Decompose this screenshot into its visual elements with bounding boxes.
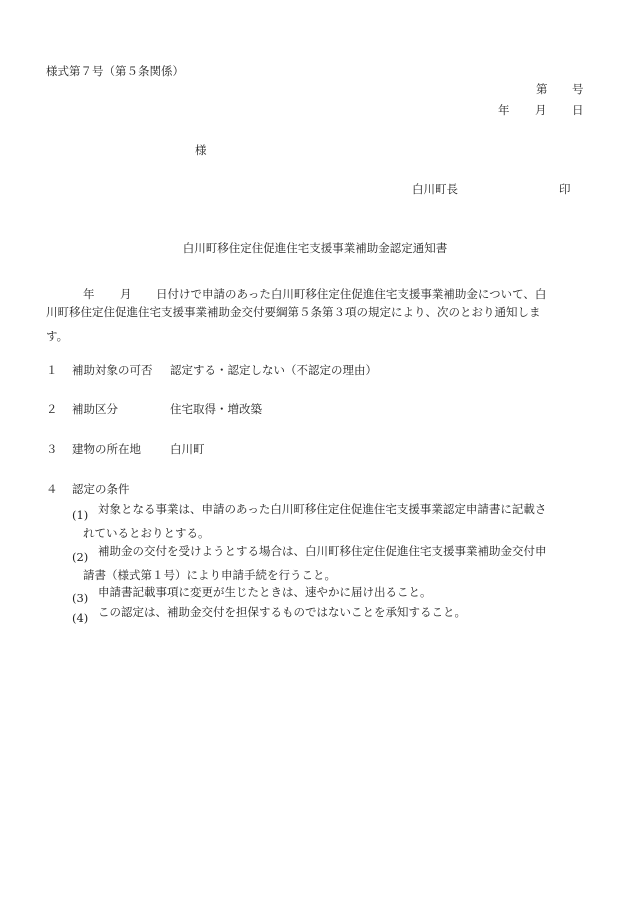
intro-paragraph xyxy=(46,276,586,348)
condition-line2: 請書（様式第１号）により申請手続を行うこと。 xyxy=(83,568,336,582)
date-month: 月 xyxy=(535,103,547,117)
item-label: 建物の所在地 xyxy=(72,442,141,456)
item-number: １ xyxy=(46,363,58,377)
intro-month: 月 xyxy=(120,287,132,301)
item-label: 補助対象の可否 xyxy=(72,363,153,377)
intro-text-line2: 川町移住定住促進住宅支援事業補助金交付要綱第５条第３項の規定により、次のとおり通知しま xyxy=(46,305,541,319)
sender-name: 白川町長 xyxy=(412,182,458,196)
condition-line2: れているとおりとする。 xyxy=(83,526,210,540)
item-number: ４ xyxy=(46,482,58,496)
condition-number: (1) xyxy=(72,508,89,522)
date-year: 年 xyxy=(498,103,510,117)
item-number: ２ xyxy=(46,402,58,416)
intro-text-line1: 日付けで申請のあった白川町移住定住促進住宅支援事業補助金について、白 xyxy=(156,287,547,301)
item-label: 補助区分 xyxy=(72,402,118,416)
item-value: 白川町 xyxy=(170,442,205,456)
document-title: 白川町移住定住促進住宅支援事業補助金認定通知書 xyxy=(182,241,448,255)
date-day: 日 xyxy=(572,103,584,117)
condition-line1: 対象となる事業は、申請のあった白川町移住定住促進住宅支援事業認定申請書に記載さ xyxy=(98,502,547,516)
seal-mark: 印 xyxy=(559,182,571,196)
condition-4 xyxy=(72,600,582,624)
condition-number: (2) xyxy=(72,550,89,564)
condition-line1: 補助金の交付を受けようとする場合は、白川町移住定住促進住宅支援事業補助金交付申 xyxy=(98,544,547,558)
item-value: 認定する・認定しない（不認定の理由） xyxy=(170,363,377,377)
doc-number-dai: 第 xyxy=(536,82,548,96)
form-label: 様式第７号（第５条関係） xyxy=(46,64,184,78)
item-label: 認定の条件 xyxy=(72,482,130,496)
addressee-sama: 様 xyxy=(195,143,207,157)
condition-number: (4) xyxy=(72,611,89,625)
condition-number: (3) xyxy=(72,591,89,605)
intro-year: 年 xyxy=(83,287,95,301)
doc-number-go: 号 xyxy=(572,82,584,96)
condition-line1: 申請書記載事項に変更が生じたときは、速やかに届け出ること。 xyxy=(98,585,432,599)
condition-line1: この認定は、補助金交付を担保するものではないことを承知すること。 xyxy=(98,605,466,619)
condition-1 xyxy=(72,497,582,545)
item-value: 住宅取得・増改築 xyxy=(170,402,262,416)
item-number: ３ xyxy=(46,442,58,456)
intro-text-line3: す。 xyxy=(46,329,69,343)
